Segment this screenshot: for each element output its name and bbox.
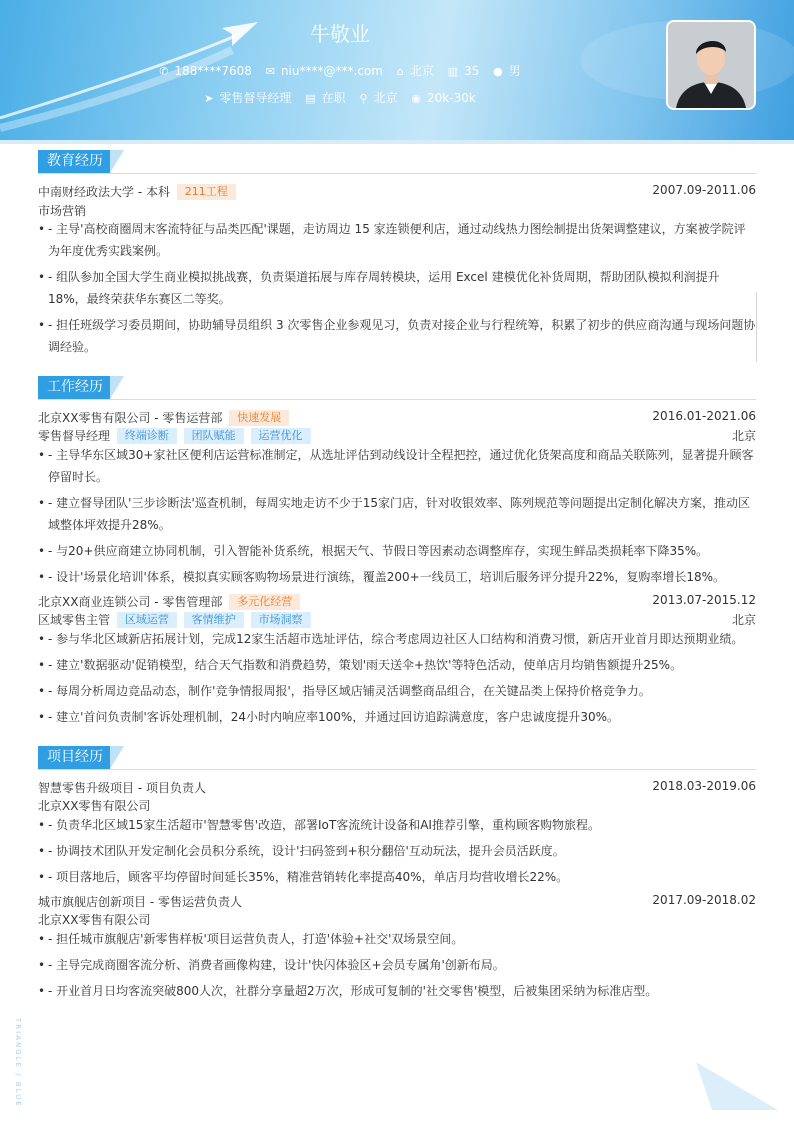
job-bullet: • - 建立督导团队'三步诊断法'巡查机制，每周实地走访不少于15家门店，针对收银效率、陈列规范等问题提出定制化解决方案，推动区域整体坪效提升28%。 bbox=[38, 492, 756, 536]
project-bullet: • - 协调技术团队开发定制化会员积分系统，设计'扫码签到+积分翻倍'互动玩法，提升会员活跃度。 bbox=[38, 840, 756, 862]
job-bullet: • - 与20+供应商建立协同机制，引入智能补货系统，根据天气、节假日等因素动态调整库存，实现生鲜品类损耗率下降35%。 bbox=[38, 540, 756, 562]
section-title-label: 教育经历 bbox=[38, 150, 110, 173]
age-info bbox=[448, 64, 480, 78]
section-title-tail bbox=[110, 150, 124, 173]
phone-info bbox=[159, 64, 252, 78]
phone-value: 188****7608 bbox=[174, 64, 252, 78]
resume-header bbox=[0, 0, 794, 140]
education-major: 市场营销 bbox=[38, 204, 87, 218]
bullet-dot: • bbox=[38, 658, 46, 672]
section-divider bbox=[38, 173, 756, 174]
education-bullet: • - 主导'高校商圈周末客流特征与品类匹配'课题，走访周边 15 家连锁便利店，通过动线热力图绘制提出货架调整建议，方案被学院评为年度优秀实践案例。 bbox=[38, 218, 756, 262]
target-city-info bbox=[360, 89, 398, 106]
education-section-title bbox=[38, 150, 756, 174]
phone-icon: ✆ bbox=[159, 65, 169, 78]
mail-icon: ✉ bbox=[265, 65, 275, 78]
job-bullet: • - 建立'数据驱动'促销模型，结合天气指数和消费趋势，策划'雨天送伞+热饮'等特色活动，使单店月均销售额提升25%。 bbox=[38, 654, 756, 676]
job-city: 北京 bbox=[731, 429, 756, 443]
avatar bbox=[666, 20, 756, 110]
target-city-value: 北京 bbox=[373, 91, 398, 105]
briefcase-icon: ▤ bbox=[305, 92, 316, 105]
status-value: 在职 bbox=[321, 91, 346, 105]
job-bullet: • - 设计'场景化培训'体系，模拟真实顾客购物场景进行演练，覆盖200+一线员工，培训后服务评分提升22%，复购率增长18%。 bbox=[38, 566, 756, 588]
gender-info bbox=[493, 62, 521, 79]
contact-row bbox=[0, 62, 680, 79]
city-info bbox=[397, 62, 434, 79]
job-tag: 快速发展 bbox=[229, 410, 289, 426]
job-role: 零售督导经理 bbox=[38, 429, 111, 443]
location-pin-icon: ⚲ bbox=[359, 92, 368, 105]
education-bullet: • - 担任班级学习委员期间，协助辅导员组织 3 次零售企业参观见习，负责对接企业与行程统筹，积累了初步的供应商沟通与现场问题协调经验。 bbox=[38, 314, 756, 358]
home-icon: ⌂ bbox=[396, 65, 404, 78]
job-bullet: • - 建立'首问负责制'客诉处理机制，24小时内响应率100%，并通过回访追踪满意度，客户忠诚度提升30%。 bbox=[38, 706, 756, 728]
avatar-portrait bbox=[668, 22, 754, 108]
age-value: 35 bbox=[464, 64, 480, 78]
bullet-dot: • bbox=[38, 632, 46, 646]
bullet-dot: • bbox=[38, 570, 46, 584]
job-role: 区域零售主管 bbox=[38, 613, 111, 627]
job-role-row bbox=[38, 611, 756, 628]
bullet-dot: • bbox=[38, 932, 46, 946]
skill-tag: 运营优化 bbox=[251, 428, 311, 444]
project-bullet: • - 项目落地后，顾客平均停留时间延长35%，精准营销转化率提高40%，单店月均营收增长22%。 bbox=[38, 866, 756, 888]
job-dates: 2016.01-2021.06 bbox=[652, 409, 756, 423]
project-bullet: • - 负责华北区域15家生活超市'智慧零售'改造，部署IoT客流统计设备和AI推荐引擎，重构顾客购物旅程。 bbox=[38, 814, 756, 836]
job-header-row bbox=[38, 593, 756, 610]
bullet-dot: • bbox=[38, 318, 46, 332]
job-city: 北京 bbox=[731, 613, 756, 627]
skill-tag: 团队赋能 bbox=[184, 428, 244, 444]
position-value: 零售督导经理 bbox=[219, 91, 292, 105]
bullet-dot: • bbox=[38, 958, 46, 972]
bullet-dot: • bbox=[38, 844, 46, 858]
salary-info bbox=[411, 91, 475, 105]
project-header-row bbox=[38, 893, 756, 910]
bullet-dot: • bbox=[38, 544, 46, 558]
right-margin-line bbox=[756, 292, 757, 362]
position-info bbox=[204, 89, 291, 106]
project-dates: 2017.09-2018.02 bbox=[652, 893, 756, 907]
work-section-title bbox=[38, 376, 756, 400]
section-divider bbox=[38, 769, 756, 770]
email-info bbox=[266, 64, 383, 78]
email-value: niu****@***.com bbox=[280, 64, 383, 78]
coin-icon: ◉ bbox=[411, 92, 422, 105]
status-info bbox=[305, 89, 345, 106]
project-name: 智慧零售升级项目 - 项目负责人 bbox=[38, 781, 206, 795]
project-bullet: • - 主导完成商圈客流分析、消费者画像构建，设计'快闪体验区+会员专属角'创新布局。 bbox=[38, 954, 756, 976]
job-company: 北京XX零售有限公司 - 零售运营部 bbox=[38, 411, 223, 425]
education-header-row bbox=[38, 183, 756, 200]
projects-section-title bbox=[38, 746, 756, 770]
school-name: 中南财经政法大学 - 本科 bbox=[38, 185, 170, 199]
project-bullet: • - 开业首月日均客流突破800人次，社群分享量超2万次，形成可复制的'社交零售'模型，后被集团采纳为标准店型。 bbox=[38, 980, 756, 1002]
cake-icon: ▥ bbox=[447, 65, 459, 78]
bullet-dot: • bbox=[38, 984, 46, 998]
skill-tag: 客情维护 bbox=[184, 612, 244, 628]
city-value: 北京 bbox=[409, 64, 434, 78]
header-divider bbox=[0, 140, 794, 144]
gender-value: 男 bbox=[508, 64, 521, 78]
job-bullet: • - 每周分析周边竞品动态，制作'竞争情报周报'，指导区域店铺灵活调整商品组合，在关键品类上保持价格竞争力。 bbox=[38, 680, 756, 702]
job-bullet: • - 主导华东区域30+家社区便利店运营标准制定，从选址评估到动线设计全程把控，通过优化货架高度和商品关联陈列，显著提升顾客停留时长。 bbox=[38, 444, 756, 488]
intent-row bbox=[0, 89, 680, 106]
project-header-row bbox=[38, 779, 756, 796]
section-divider bbox=[38, 399, 756, 400]
education-dates: 2007.09-2011.06 bbox=[652, 183, 756, 197]
bullet-dot: • bbox=[38, 710, 46, 724]
school-tag: 211工程 bbox=[177, 184, 236, 200]
skill-tag: 区域运营 bbox=[117, 612, 177, 628]
project-company: 北京XX零售有限公司 bbox=[38, 913, 151, 927]
bullet-dot: • bbox=[38, 222, 46, 236]
bullet-dot: • bbox=[38, 448, 46, 462]
project-bullet: • - 担任城市旗舰店'新零售样板'项目运营负责人，打造'体验+社交'双场景空间。 bbox=[38, 928, 756, 950]
project-dates: 2018.03-2019.06 bbox=[652, 779, 756, 793]
skill-tag: 市场洞察 bbox=[251, 612, 311, 628]
gender-icon: ● bbox=[493, 65, 503, 78]
job-header-row bbox=[38, 409, 756, 426]
send-icon: ➤ bbox=[204, 92, 214, 105]
job-company: 北京XX商业连锁公司 - 零售管理部 bbox=[38, 595, 223, 609]
salary-value: 20k-30k bbox=[427, 91, 476, 105]
bullet-dot: • bbox=[38, 496, 46, 510]
side-watermark: TRIANGLE / BLUE bbox=[14, 1018, 22, 1108]
section-title-label: 项目经历 bbox=[38, 746, 110, 769]
job-role-row bbox=[38, 427, 756, 444]
bullet-dot: • bbox=[38, 818, 46, 832]
education-bullet: • - 组队参加全国大学生商业模拟挑战赛，负责渠道拓展与库存周转模块，运用 Excel 建模优化补货周期，帮助团队模拟利润提升 18%，最终荣获华东赛区二等奖。 bbox=[38, 266, 756, 310]
bullet-dot: • bbox=[38, 684, 46, 698]
candidate-name: 牛敬业 bbox=[310, 22, 370, 46]
job-tag: 多元化经营 bbox=[229, 594, 300, 610]
section-title-label: 工作经历 bbox=[38, 376, 110, 399]
project-name: 城市旗舰店创新项目 - 零售运营负责人 bbox=[38, 895, 242, 909]
corner-triangle-decoration bbox=[694, 1060, 784, 1112]
section-title-tail bbox=[110, 746, 124, 769]
section-title-tail bbox=[110, 376, 124, 399]
job-dates: 2013.07-2015.12 bbox=[652, 593, 756, 607]
job-bullet: • - 参与华北区域新店拓展计划，完成12家生活超市选址评估，综合考虑周边社区人口结构和消费习惯，新店开业首月即达预期业绩。 bbox=[38, 628, 756, 650]
bullet-dot: • bbox=[38, 870, 46, 884]
bullet-dot: • bbox=[38, 270, 46, 284]
skill-tag: 终端诊断 bbox=[117, 428, 177, 444]
project-company: 北京XX零售有限公司 bbox=[38, 799, 151, 813]
